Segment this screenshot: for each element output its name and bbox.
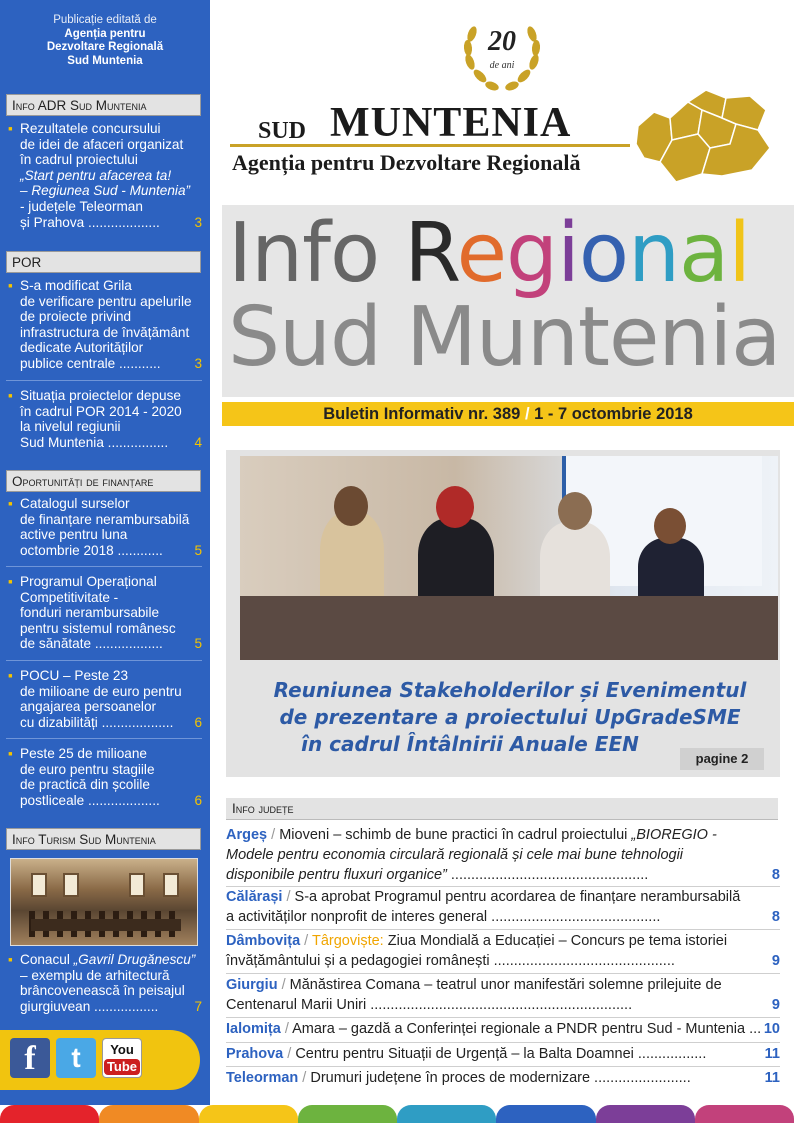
news-text: Amara – gazdă a Conferinței regionale a PNDR pentru Sud - Muntenia ... xyxy=(292,1021,762,1037)
bullet-icon: ▪ xyxy=(8,952,13,967)
toc-line: pentru sistemul românesc xyxy=(20,620,176,636)
news-text: Modele pentru economia circulară regională și cele mai bune tehnologii xyxy=(226,847,684,863)
color-bar-segment xyxy=(0,1105,99,1123)
tourism-photo xyxy=(10,858,198,946)
news-text: S-a aprobat Programul pentru acordarea de finanțare nerambursabilă xyxy=(294,889,741,905)
toc-line: de sănătate .................. xyxy=(20,636,163,652)
toc-line: de proiecte privind xyxy=(20,309,132,325)
toc-line: – Regiunea Sud - Muntenia” xyxy=(20,183,191,199)
title-letter: e xyxy=(456,206,507,301)
toc-item[interactable] xyxy=(6,278,202,372)
bullet-icon: ▪ xyxy=(8,278,13,293)
toc-line: angajarea persoanelor xyxy=(20,699,157,715)
page-number: 9 xyxy=(771,953,780,969)
section-header-info-turism: Info Turism Sud Muntenia xyxy=(6,828,201,850)
toc-line: „Start pentru afacerea ta! xyxy=(20,167,172,183)
toc-line: publice centrale ........... xyxy=(20,355,161,371)
county-news-row[interactable]: Ialomița / Amara – gazdă a Conferinței regionale a PNDR pentru Sud - Muntenia ... 10 xyxy=(226,1021,780,1037)
bullet-icon: ▪ xyxy=(8,121,13,136)
toc-line: - județele Teleorman xyxy=(20,198,143,214)
news-text: „BIOREGIO - xyxy=(631,827,717,843)
title-letter: l xyxy=(728,206,751,301)
toc-line: de euro pentru stagiile xyxy=(20,761,155,777)
bulletin-number: Buletin Informativ nr. 389 xyxy=(323,405,521,423)
news-text: Mănăstirea Comana – teatrul unor manifestări solemne prilejuite de xyxy=(289,977,722,993)
page-number: 10 xyxy=(763,1021,780,1037)
section-header-info-judete: Info județe xyxy=(226,798,778,820)
feature-page-badge: pagine 2 xyxy=(680,748,764,770)
youtube-label: You xyxy=(110,1042,134,1057)
color-bar-segment xyxy=(695,1105,794,1123)
divider xyxy=(6,566,202,567)
county-name: Ialomița xyxy=(226,1021,281,1037)
toc-line: Conacul xyxy=(20,952,74,967)
page-number: 8 xyxy=(771,867,780,883)
news-text: Mioveni – schimb de bune practici în cadrul proiectului xyxy=(279,827,632,843)
youtube-icon[interactable] xyxy=(102,1038,142,1078)
toc-line: în cadrul POR 2014 - 2020 xyxy=(20,403,182,419)
page-number: 6 xyxy=(194,792,202,808)
divider xyxy=(6,660,202,661)
news-text: Centru pentru Situații de Urgență – la Balta Doamnei ................. xyxy=(295,1046,707,1062)
publisher-line: Agenția pentru xyxy=(64,27,146,40)
toc-item[interactable] xyxy=(6,388,202,450)
county-news-row[interactable]: Teleorman / Drumuri județene în proces de modernizare ........................ 11 xyxy=(226,1070,780,1086)
news-text: a activităților nonprofit de interes general .......................................... xyxy=(226,909,661,925)
news-text: Drumuri județene în proces de modernizare ........................ xyxy=(310,1070,691,1086)
twitter-icon[interactable]: t xyxy=(56,1038,96,1078)
county-news-row[interactable]: Argeș / Mioveni – schimb de bune practici în cadrul proiectului „BIOREGIO - Modele pentru economia circulară regională și cele mai bune tehnologii disponibile pentru fluxuri organice” ................................................. 8 xyxy=(226,827,780,883)
bulletin-date: 1 - 7 octombrie 2018 xyxy=(534,405,693,423)
toc-line: de idei de afaceri organizat xyxy=(20,136,184,152)
county-news-row[interactable]: Dâmbovița / Târgoviște: Ziua Mondială a Educației – Concurs pe tema istoriei învățământului și a pedagogiei românești ............................................. 9 xyxy=(226,933,780,969)
brand-underline xyxy=(230,144,630,147)
toc-line: brâncovenească în peisajul xyxy=(20,983,185,999)
bottom-color-bar xyxy=(0,1105,794,1123)
news-text: învățământului și a pedagogiei românești ............................................. xyxy=(226,953,675,969)
color-bar-segment xyxy=(397,1105,496,1123)
page-number: 9 xyxy=(771,997,780,1013)
toc-line: active pentru luna xyxy=(20,527,128,543)
bulletin-bar xyxy=(222,402,794,426)
divider xyxy=(226,973,780,974)
section-header-oportunitati: Oportunități de finanțare xyxy=(6,470,201,492)
page-number: 7 xyxy=(194,998,202,1014)
feature-photo xyxy=(240,456,778,660)
title-letter: i xyxy=(557,206,579,301)
color-bar-segment xyxy=(496,1105,595,1123)
toc-line: infrastructura de învățământ xyxy=(20,324,190,340)
toc-line: „Gavril Drugănescu” xyxy=(73,952,196,967)
toc-line: de practică din școlile xyxy=(20,777,150,793)
bullet-icon: ▪ xyxy=(8,668,13,683)
divider xyxy=(226,1017,780,1018)
toc-line: cu dizabilități ................... xyxy=(20,714,174,730)
toc-line: postliceale ................... xyxy=(20,792,160,808)
county-name: Dâmbovița xyxy=(226,933,301,949)
toc-line: de verificare pentru apelurile xyxy=(20,293,192,309)
bullet-icon: ▪ xyxy=(8,574,13,589)
toc-line: S-a modificat Grila xyxy=(20,278,132,293)
page-number: 11 xyxy=(764,1046,780,1062)
city-name: Târgoviște: xyxy=(311,933,384,949)
county-news-row[interactable]: Prahova / Centru pentru Situații de Urgență – la Balta Doamnei ................. 11 xyxy=(226,1046,780,1062)
toc-item[interactable] xyxy=(6,496,202,558)
page-number: 5 xyxy=(194,542,202,558)
page-number: 8 xyxy=(771,909,780,925)
title-word: Info xyxy=(228,206,380,301)
page-number: 4 xyxy=(194,434,202,450)
title-letter: R xyxy=(404,206,457,301)
county-name: Argeș xyxy=(226,827,268,843)
social-links xyxy=(0,1030,200,1090)
facebook-icon[interactable]: f xyxy=(10,1038,50,1078)
bulletin-separator: / xyxy=(524,405,530,423)
section-header-info-adr: Info ADR Sud Muntenia xyxy=(6,94,201,116)
toc-item[interactable] xyxy=(6,952,202,1014)
page-number: 11 xyxy=(764,1070,780,1086)
feature-headline[interactable] xyxy=(240,677,780,758)
headline-line: în cadrul Întâlnirii Anuale EEN xyxy=(301,732,639,756)
toc-item[interactable] xyxy=(6,574,202,652)
news-dots: ................................................. xyxy=(446,867,649,883)
headline-line: de prezentare a proiectului UpGradeSME xyxy=(279,705,741,729)
page-number: 3 xyxy=(194,214,202,230)
brand-sud: SUD xyxy=(258,118,307,144)
anniversary-label: de ani xyxy=(489,60,515,71)
news-text: Ziua Mondială a Educației – Concurs pe tema istoriei xyxy=(387,933,728,949)
page-number: 6 xyxy=(194,714,202,730)
anniversary-number: 20 xyxy=(488,26,516,57)
title-letter: n xyxy=(628,206,680,301)
toc-line: de finanțare nerambursabilă xyxy=(20,511,190,527)
page-number: 5 xyxy=(194,636,202,652)
anniversary-badge xyxy=(458,16,546,100)
toc-line: Programul Operațional xyxy=(20,574,157,589)
toc-line: Peste 25 de milioane xyxy=(20,746,147,761)
section-header-por: POR xyxy=(6,251,201,273)
toc-line: Competitivitate - xyxy=(20,589,119,605)
toc-line: și Prahova ................... xyxy=(20,214,160,230)
toc-line: POCU – Peste 23 xyxy=(20,668,129,683)
toc-line: de milioane de euro pentru xyxy=(20,683,182,699)
toc-line: dedicate Autorităților xyxy=(20,340,144,356)
toc-line: Situația proiectelor depuse xyxy=(20,388,181,403)
color-bar-segment xyxy=(99,1105,198,1123)
bullet-icon: ▪ xyxy=(8,746,13,761)
toc-item[interactable] xyxy=(6,121,202,230)
toc-line: în cadrul proiectului xyxy=(20,152,138,168)
toc-line: la nivelul regiunii xyxy=(20,419,121,435)
youtube-label: Tube xyxy=(104,1059,140,1075)
county-news-row[interactable]: Călărași / S-a aprobat Programul pentru acordarea de finanțare nerambursabilă a activităților nonprofit de interes general .......................................... 8 xyxy=(226,889,780,925)
toc-line: giurgiuvean ................. xyxy=(20,998,159,1014)
toc-line: octombrie 2018 ............ xyxy=(20,542,163,558)
bullet-icon: ▪ xyxy=(8,496,13,511)
title-letter: g xyxy=(506,206,558,301)
color-bar-segment xyxy=(298,1105,397,1123)
bullet-icon: ▪ xyxy=(8,388,13,403)
divider xyxy=(226,1066,780,1067)
toc-line: – exemplu de arhitectură xyxy=(20,967,170,983)
toc-line: fonduri nerambursabile xyxy=(20,605,160,621)
divider xyxy=(226,929,780,930)
publisher-line: Sud Muntenia xyxy=(67,54,143,67)
title-letter: a xyxy=(679,206,729,301)
toc-item[interactable] xyxy=(6,746,202,808)
news-text: Centenarul Marii Uniri ................................................................. xyxy=(226,997,633,1013)
title-letter: o xyxy=(578,206,629,301)
page-number: 3 xyxy=(194,355,202,371)
publisher-line: Dezvoltare Regională xyxy=(46,41,164,53)
publisher-note xyxy=(0,14,210,68)
county-name: Giurgiu xyxy=(226,977,278,993)
county-name: Teleorman xyxy=(226,1070,299,1086)
color-bar-segment xyxy=(199,1105,298,1123)
divider xyxy=(6,738,202,739)
county-name: Prahova xyxy=(226,1046,284,1062)
toc-line: Sud Muntenia ................ xyxy=(20,434,169,450)
toc-item[interactable] xyxy=(6,668,202,730)
sidebar xyxy=(0,0,210,1105)
brand-muntenia: MUNTENIA xyxy=(330,100,572,146)
divider xyxy=(226,1042,780,1043)
agency-name: Agenția pentru Dezvoltare Regională xyxy=(232,150,581,175)
color-bar-segment xyxy=(596,1105,695,1123)
toc-line: Rezultatele concursului xyxy=(20,121,161,136)
news-text: disponibile pentru fluxuri organice” xyxy=(226,867,447,883)
publisher-line: Publicație editată de xyxy=(53,14,157,26)
toc-line: Catalogul surselor xyxy=(20,496,130,511)
county-name: Călărași xyxy=(226,889,283,905)
title-sud-muntenia: Sud Muntenia xyxy=(228,290,781,385)
divider xyxy=(6,380,202,381)
county-news-row[interactable]: Giurgiu / Mănăstirea Comana – teatrul unor manifestări solemne prilejuite de Centenarul Marii Uniri ................................................................. 9 xyxy=(226,977,780,1013)
region-map-icon xyxy=(632,88,772,188)
headline-line: Reuniunea Stakeholderilor și Evenimentul xyxy=(273,678,747,702)
